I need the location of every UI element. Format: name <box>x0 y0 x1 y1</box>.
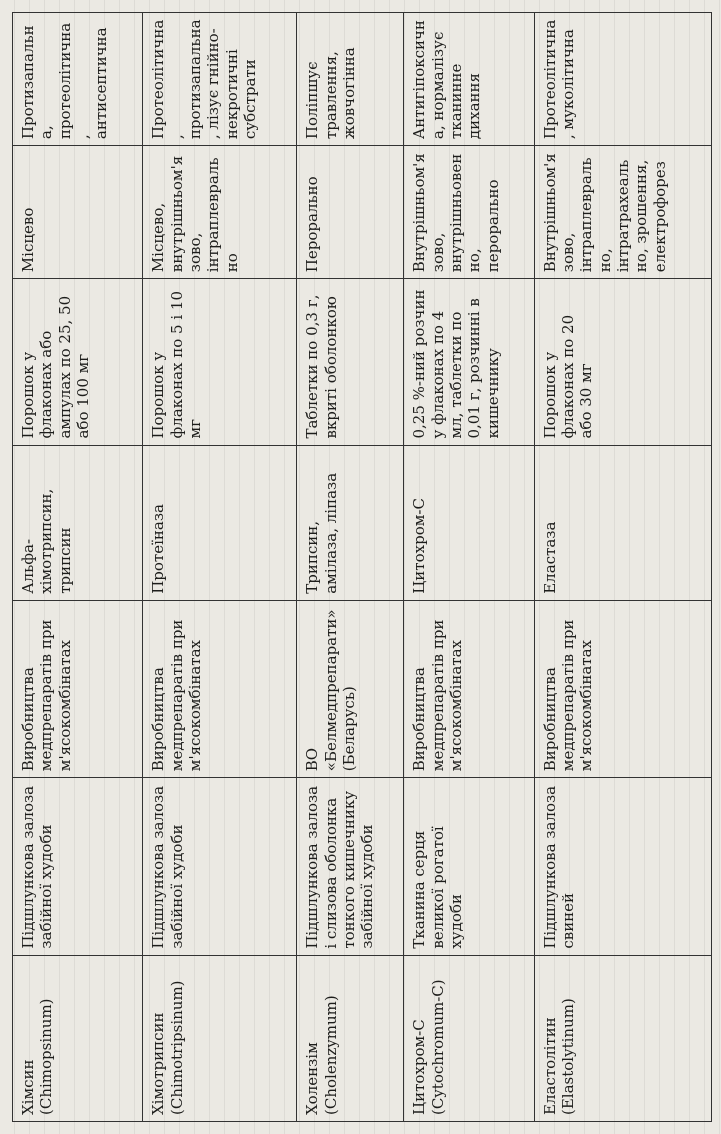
table-row <box>534 13 711 1122</box>
cell-action: Антигіпоксична, нормалізує тканинне дихання <box>404 13 534 146</box>
cell-action: Протизапальна, протеолітична, антисептична <box>13 13 143 146</box>
cell-composition: Цитохром-С <box>404 445 534 600</box>
cell-producer: ВО «Белмедпрепарати» (Беларусь) <box>297 600 404 777</box>
enzyme-preparations-table <box>12 12 712 1122</box>
cell-composition: Протеїназа <box>143 445 297 600</box>
table-row <box>13 13 143 1122</box>
cell-route: Місцево <box>13 146 143 279</box>
cell-source: Підшлункова залоза і слизова оболонка тонкого кишечнику забійної худоби <box>297 778 404 955</box>
cell-composition: Еластаза <box>534 445 711 600</box>
table-row <box>404 13 534 1122</box>
cell-producer: Виробництва медпрепаратів при м'ясокомбінатах <box>404 600 534 777</box>
table-row <box>143 13 297 1122</box>
cell-action: Протеолітична, протизапальна, лізує гнійно-некротичні субстрати <box>143 13 297 146</box>
cell-form: Порошок у флаконах по 5 і 10 мг <box>143 279 297 445</box>
cell-name: Хімсин (Chimopsinum) <box>13 955 143 1121</box>
cell-form: Порошок у флаконах по 20 або 30 мг <box>534 279 711 445</box>
cell-name: Еластолітин (Elastolytinum) <box>534 955 711 1121</box>
cell-route: Місцево, внутрішньом'язово, інтраплеврально <box>143 146 297 279</box>
cell-form: Порошок у флаконах або ампулах по 25, 50 або 100 мг <box>13 279 143 445</box>
cell-composition: Трипсин, амілаза, ліпаза <box>297 445 404 600</box>
cell-producer: Виробництва медпрепаратів при м'ясокомбінатах <box>13 600 143 777</box>
cell-route: Внутрішньом'язово, інтраплеврально, інтратрахеально, зрошення, електрофорез <box>534 146 711 279</box>
cell-form: Таблетки по 0,3 г, вкриті оболонкою <box>297 279 404 445</box>
cell-source: Тканина серця великої рогатої худоби <box>404 778 534 955</box>
cell-action: Протеолітична, муколітична <box>534 13 711 146</box>
cell-composition: Альфа-хімотрипсин, трипсин <box>13 445 143 600</box>
cell-action: Поліпшує травлення, жовчогінна <box>297 13 404 146</box>
rotated-table-container <box>12 12 712 1122</box>
table-row <box>297 13 404 1122</box>
cell-producer: Виробництва медпрепаратів при м'ясокомбінатах <box>143 600 297 777</box>
cell-form: 0,25 %-ний розчин у флаконах по 4 мл, таблетки по 0,01 г, розчинні в кишечнику <box>404 279 534 445</box>
cell-route: Внутрішньом'язово, внутрішньовенно, перорально <box>404 146 534 279</box>
cell-name: Холензім (Cholenzymum) <box>297 955 404 1121</box>
cell-source: Підшлункова залоза забійної худоби <box>143 778 297 955</box>
cell-producer: Виробництва медпрепаратів при м'ясокомбінатах <box>534 600 711 777</box>
cell-source: Підшлункова залоза забійної худоби <box>13 778 143 955</box>
cell-source: Підшлункова залоза свиней <box>534 778 711 955</box>
cell-route: Перорально <box>297 146 404 279</box>
cell-name: Цитохром-С (Cytochromum-C) <box>404 955 534 1121</box>
cell-name: Хімотрипсин (Chimotripsinum) <box>143 955 297 1121</box>
